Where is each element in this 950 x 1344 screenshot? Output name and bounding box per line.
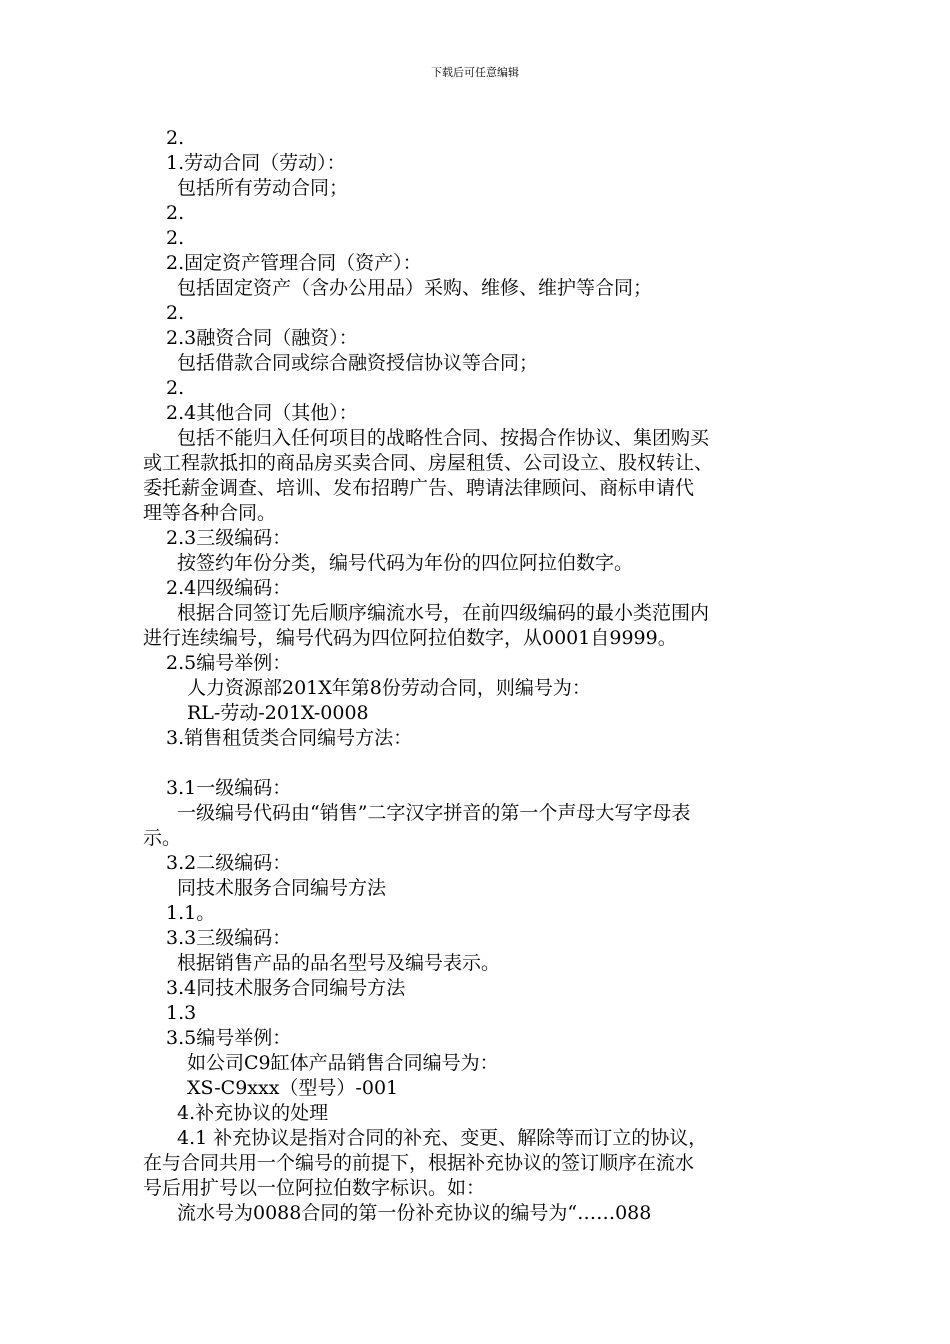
text-line: 1.1。 bbox=[166, 902, 216, 924]
text-line: 包括固定资产（含办公用品）采购、维修、维护等合同； bbox=[177, 277, 653, 299]
text-line: RL-劳动-201X-0008 bbox=[187, 702, 369, 724]
text-line: 3.1一级编码： bbox=[166, 777, 292, 799]
text-line: 2.3融资合同（融资）： bbox=[166, 327, 358, 349]
text-line: 同技术服务合同编号方法 bbox=[177, 877, 387, 899]
text-line: 2. bbox=[166, 302, 185, 324]
text-line: 3.3三级编码： bbox=[166, 927, 292, 949]
text-line: 2. bbox=[166, 227, 185, 249]
text-line: 流水号为0088合同的第一份补充协议的编号为“……088 bbox=[177, 1202, 652, 1224]
text-line: 示。 bbox=[143, 827, 182, 849]
text-line: 在与合同共用一个编号的前提下，根据补充协议的签订顺序在流水 bbox=[143, 1152, 695, 1174]
text-line: 包括所有劳动合同； bbox=[177, 177, 349, 199]
text-line: 3.销售租赁类合同编号方法： bbox=[166, 727, 413, 749]
text-line bbox=[143, 751, 813, 776]
text-line: 4.补充协议的处理 bbox=[177, 1102, 329, 1124]
text-line: 4.1 补充协议是指对合同的补充、变更、解除等而订立的协议， bbox=[177, 1127, 708, 1149]
text-line: 2.固定资产管理合同（资产）： bbox=[166, 252, 422, 274]
text-line: 2.3三级编码： bbox=[166, 527, 292, 549]
document-body bbox=[143, 126, 813, 1226]
text-line: 根据销售产品的品名型号及编号表示。 bbox=[177, 952, 501, 974]
text-line: 按签约年份分类，编号代码为年份的四位阿拉伯数字。 bbox=[177, 552, 634, 574]
text-line: 一级编号代码由“销售”二字汉字拼音的第一个声母大写字母表 bbox=[177, 802, 691, 824]
text-line: 理等各种合同。 bbox=[143, 502, 277, 524]
text-line: 或工程款抵扣的商品房买卖合同、房屋租赁、公司设立、股权转让、 bbox=[143, 452, 714, 474]
text-line: 1.劳动合同（劳动）： bbox=[166, 152, 346, 174]
text-line: 进行连续编号，编号代码为四位阿拉伯数字，从0001自9999。 bbox=[143, 627, 677, 649]
text-line: 号后用扩号以一位阿拉伯数字标识。如： bbox=[143, 1177, 486, 1199]
text-line: 2. bbox=[166, 377, 185, 399]
text-line: 1.3 bbox=[166, 1002, 197, 1024]
text-line: 人力资源部201X年第8份劳动合同，则编号为： bbox=[187, 677, 591, 699]
page-header: 下载后可任意编辑 bbox=[431, 66, 519, 79]
text-line: 包括借款合同或综合融资授信协议等合同； bbox=[177, 352, 539, 374]
text-line: 根据合同签订先后顺序编流水号，在前四级编码的最小类范围内 bbox=[177, 602, 710, 624]
text-line: 2.4其他合同（其他）： bbox=[166, 402, 358, 424]
text-line: 2.4四级编码： bbox=[166, 577, 292, 599]
text-line: 2. bbox=[166, 127, 185, 149]
text-line: 2. bbox=[166, 202, 185, 224]
text-line: 包括不能归入任何项目的战略性合同、按揭合作协议、集团购买 bbox=[177, 427, 710, 449]
text-line: 3.4同技术服务合同编号方法 bbox=[166, 977, 406, 999]
text-line: XS-C9xxx（型号）-001 bbox=[187, 1077, 399, 1099]
text-line: 2.5编号举例： bbox=[166, 652, 292, 674]
text-line: 3.2二级编码： bbox=[166, 852, 292, 874]
text-line: 委托薪金调查、培训、发布招聘广告、聘请法律顾问、商标申请代 bbox=[143, 477, 695, 499]
text-line: 3.5编号举例： bbox=[166, 1027, 292, 1049]
text-line: 如公司C9缸体产品销售合同编号为： bbox=[187, 1052, 499, 1074]
